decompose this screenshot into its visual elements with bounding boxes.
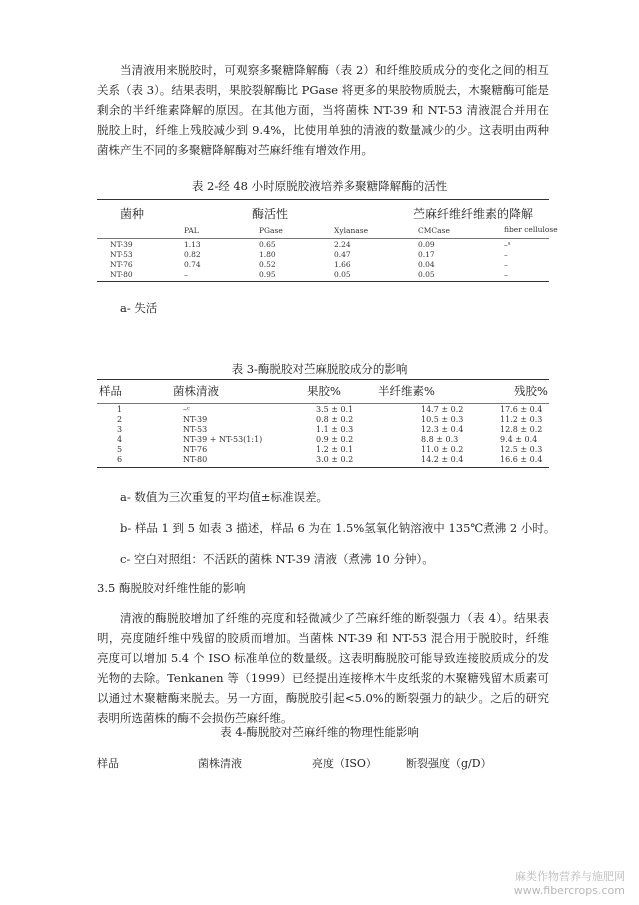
table-4-caption: 表 4-酶脱胶对苎麻纤维的物理性能影响 <box>220 725 419 739</box>
table-2-cell-xylanase: 1.66 <box>334 260 351 269</box>
site-watermark <box>514 868 625 897</box>
table-2-cell-strain: NT-76 <box>110 260 133 269</box>
table-2-subheader-fiber-cellulose: fiber cellulose <box>504 225 558 234</box>
paragraph-fiber-properties: 清液的酶脱胶增加了纤维的亮度和轻微减少了苎麻纤维的断裂强力（表 4）。结果表明，亮度随纤维中残留的胶质而增加。当菌株 NT-39 和 NT-53 混合用于脱胶时，纤维亮度可以增加 5.4 个 ISO 标准单位的数量级。这表明酶脱胶可能导致连接胶质成分的发光物的去除。Tenkanen 等（1999）已经提出连接桦木牛皮纸浆的木聚糖残留木质素可以通过木聚糖酶来脱去。另一方面，酶脱胶引起<5.0%的断裂强力的缺少。之后的研究表明所选菌株的酶不会损伤苎麻纤维。 <box>97 611 549 725</box>
table-3-cell-pectin: 3.0 ± 0.2 <box>316 455 354 464</box>
table-2-cell-pal: 0.82 <box>184 250 201 259</box>
table-3-cell-sample: 3 <box>117 425 123 434</box>
table-3-cell-residual: 16.6 ± 0.4 <box>500 455 543 464</box>
table-2-cell-strain: NT-80 <box>110 270 133 279</box>
table-3-cell-residual: 11.2 ± 0.3 <box>500 415 543 424</box>
table-3-header-hemicellulose: 半纤维素% <box>378 384 435 398</box>
table-2-cell-cmcase: 0.17 <box>418 250 435 259</box>
table-2-subheader-pal: PAL <box>184 226 199 235</box>
table-3-caption: 表 3-酶脱胶对苎麻脱胶成分的影响 <box>231 362 408 376</box>
table-2-cell-strain: NT-39 <box>110 240 133 249</box>
table-2-cell-cmcase: 0.09 <box>418 240 435 249</box>
table-2-top-rule <box>97 199 549 200</box>
table-2-caption: 表 2-经 48 小时原脱胶液培养多聚糖降解酶的活性 <box>191 179 448 193</box>
table-2-mid-rule <box>97 238 549 239</box>
table-2-cell-fiber: – <box>504 270 508 279</box>
table-3-header-extract: 菌株清液 <box>173 384 219 398</box>
table-2-cell-fiber: –ᵃ <box>504 240 511 249</box>
watermark-title: 麻类作物营养与施肥网 <box>515 870 625 883</box>
table-2-cell-xylanase: 0.05 <box>334 270 351 279</box>
table-3-cell-extract: NT-39 + NT-53(1:1) <box>183 435 263 444</box>
table-3-cell-extract: NT-76 <box>183 445 208 454</box>
table-3-cell-residual: 12.8 ± 0.2 <box>500 425 543 434</box>
table-2-cell-fiber: – <box>504 250 508 259</box>
table-2-cell-strain: NT-53 <box>110 250 133 259</box>
table-3-cell-hemicellulose: 14.2 ± 0.4 <box>421 455 464 464</box>
table-3-header-residual: 残胶% <box>514 384 548 398</box>
table-4-header-brightness: 亮度（ISO） <box>312 757 377 770</box>
table-2-header-strain: 菌种 <box>120 207 145 221</box>
table-3-cell-residual: 9.4 ± 0.4 <box>500 435 538 444</box>
table-3-note-b: b- 样品 1 到 5 如表 3 描述，样品 6 为在 1.5%氢氧化钠溶液中 135℃煮沸 2 小时。 <box>120 521 556 535</box>
table-3-cell-residual: 12.5 ± 0.3 <box>500 445 543 454</box>
table-2-cell-cmcase: 0.04 <box>418 260 435 269</box>
table-3-cell-pectin: 0.9 ± 0.2 <box>316 435 354 444</box>
table-3-cell-sample: 5 <box>117 445 123 454</box>
table-3-bottom-rule <box>97 467 549 468</box>
table-2-cell-pgase: 0.52 <box>259 260 276 269</box>
table-3-header-sample: 样品 <box>99 384 122 398</box>
table-2-cell-fiber: – <box>504 260 508 269</box>
table-3-header-pectin: 果胶% <box>307 384 341 398</box>
table-3-cell-pectin: 1.1 ± 0.3 <box>316 425 354 434</box>
table-2-cell-pgase: 0.95 <box>259 270 276 279</box>
table-3-cell-extract: NT-53 <box>183 425 208 434</box>
table-3-cell-sample: 4 <box>117 435 123 444</box>
table-2-bottom-rule <box>97 281 549 282</box>
table-3-cell-hemicellulose: 11.0 ± 0.2 <box>421 445 464 454</box>
watermark-url: www.fibercrops.com <box>513 884 625 897</box>
table-3-mid-rule <box>97 403 549 404</box>
table-2-subheader-pgase: PGase <box>259 226 283 235</box>
table-3-cell-hemicellulose: 8.8 ± 0.3 <box>421 435 459 444</box>
table-3-cell-sample: 2 <box>117 415 123 424</box>
table-4-header-sample: 样品 <box>97 757 119 770</box>
table-3-cell-extract: NT-39 <box>183 415 208 424</box>
table-2-subheader-cmcase: CMCase <box>418 226 450 235</box>
table-3-cell-sample: 6 <box>117 455 123 464</box>
table-3-top-rule <box>97 379 549 380</box>
table-2-cell-pgase: 0.65 <box>259 240 276 249</box>
table-2-cell-xylanase: 2.24 <box>334 240 351 249</box>
table-2-cell-pal: – <box>184 270 188 279</box>
table-3-cell-extract: NT-80 <box>183 455 208 464</box>
table-2-header-enzyme-activity: 酶活性 <box>252 207 289 221</box>
table-2-cell-xylanase: 0.47 <box>334 250 351 259</box>
table-3-cell-hemicellulose: 14.7 ± 0.2 <box>421 405 464 414</box>
table-3-cell-sample: 1 <box>117 405 123 414</box>
table-2-cell-pgase: 1.80 <box>259 250 276 259</box>
table-3-cell-residual: 17.6 ± 0.4 <box>500 405 543 414</box>
table-3-note-c: c- 空白对照组：不活跃的菌株 NT-39 清液（煮沸 10 分钟）。 <box>120 552 434 566</box>
table-2-cell-pal: 1.13 <box>184 240 201 249</box>
table-3-cell-pectin: 1.2 ± 0.1 <box>316 445 354 454</box>
table-3-cell-extract: –ᶜ <box>183 405 190 414</box>
table-2-cell-cmcase: 0.05 <box>418 270 435 279</box>
table-2-subheader-xylanase: Xylanase <box>334 226 369 235</box>
table-3-cell-hemicellulose: 12.3 ± 0.4 <box>421 425 464 434</box>
table-4-header-extract: 菌株清液 <box>198 757 242 770</box>
table-3-cell-pectin: 3.5 ± 0.1 <box>316 405 354 414</box>
table-3-note-a: a- 数值为三次重复的平均值±标准误差。 <box>120 490 329 504</box>
table-4-header-strength: 断裂强度（g/D） <box>406 757 492 770</box>
table-3-cell-hemicellulose: 10.5 ± 0.3 <box>421 415 464 424</box>
table-2-cell-pal: 0.74 <box>184 260 201 269</box>
section-heading: 3.5 酶脱胶对纤维性能的影响 <box>97 581 246 595</box>
table-2-header-degradation: 苎麻纤维纤维素的降解 <box>413 207 534 221</box>
paragraph-intro: 当清液用来脱胶时，可观察多聚糖降解酶（表 2）和纤维胶质成分的变化之间的相互关系（表 3）。结果表明，果胶裂解酶比 PGase 将更多的果胶物质脱去，木聚糖酶可能是剩余的半纤维素降解的原因。在其他方面，当将菌株 NT-39 和 NT-53 清液混合并用在脱胶上时，纤维上残胶减少到 9.4%，比使用单独的清液的数量减少的少。这表明由两种菌株产生不同的多聚糖降解酶对苎麻纤维有增效作用。 <box>97 63 549 157</box>
table-3-cell-pectin: 0.8 ± 0.2 <box>316 415 354 424</box>
table-2-note-a: a- 失活 <box>120 301 158 315</box>
